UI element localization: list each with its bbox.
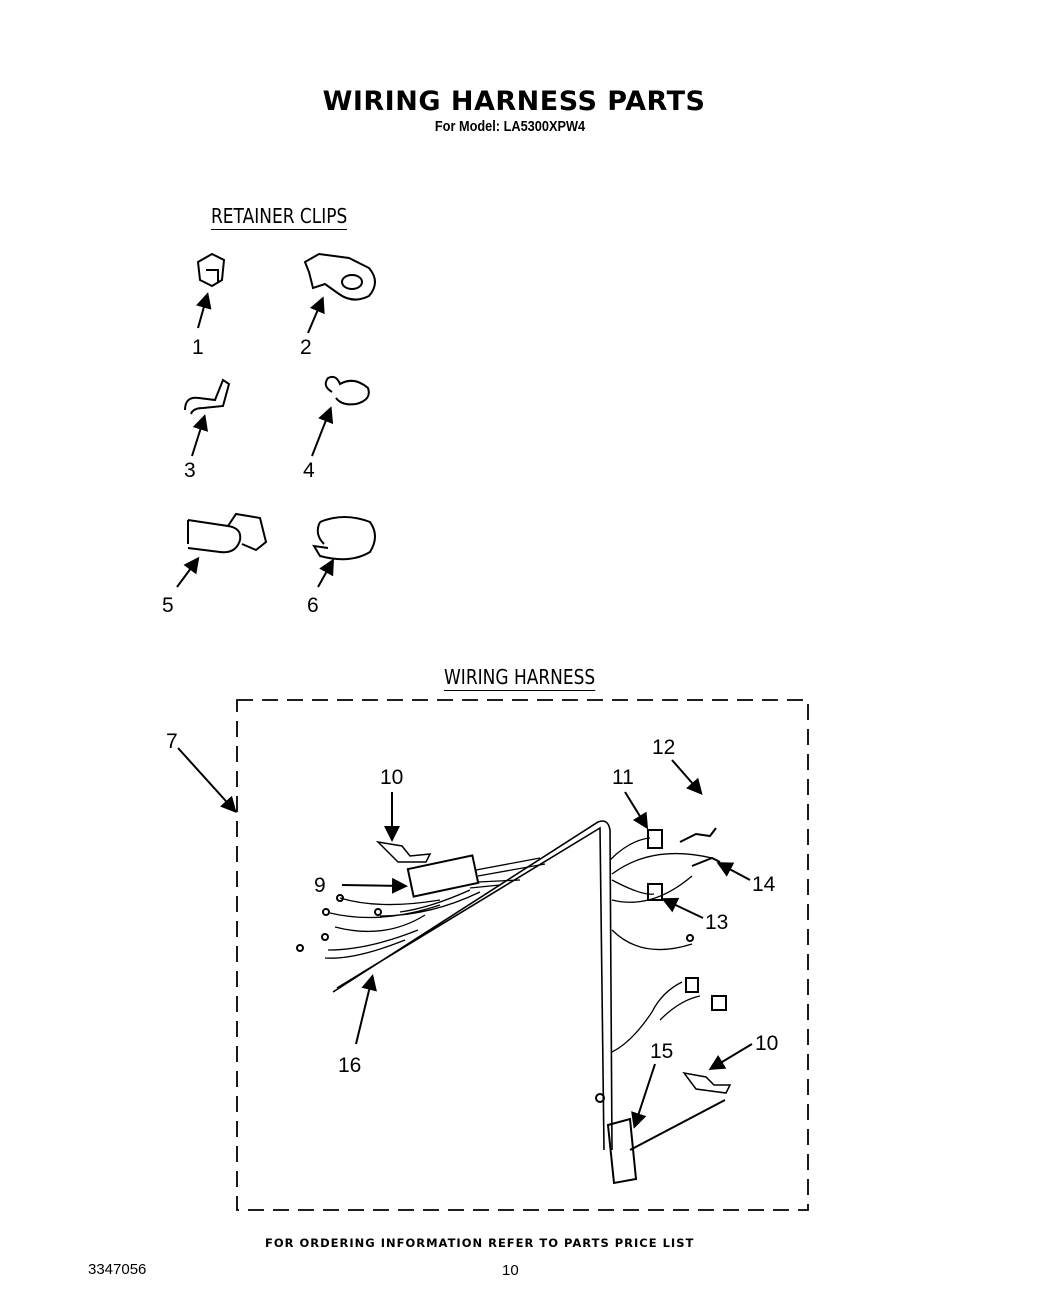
leader-16 (356, 978, 372, 1044)
leader-11 (625, 792, 646, 826)
callout-15: 15 (650, 1040, 674, 1063)
document-number: 3347056 (88, 1261, 147, 1278)
retainer-clip-4-part (326, 377, 369, 405)
callout-4: 4 (303, 459, 315, 482)
leader-13 (665, 900, 703, 918)
callout-2: 2 (300, 336, 312, 359)
callout-9: 9 (314, 874, 326, 897)
page-title: WIRING HARNESS PARTS (322, 86, 706, 117)
leader-6 (318, 562, 332, 587)
harness-boundary-box (237, 700, 808, 1210)
leader-5 (177, 560, 197, 587)
section-wiring-harness: WIRING HARNESS (444, 665, 596, 689)
leader-7 (178, 748, 234, 810)
leader-2 (308, 300, 322, 333)
callout-16: 16 (338, 1054, 362, 1077)
leader-14 (720, 864, 750, 880)
callout-12: 12 (652, 736, 676, 759)
callout-5: 5 (162, 594, 174, 617)
leader-12 (672, 760, 700, 792)
section-retainer-clips: RETAINER CLIPS (211, 204, 348, 228)
leader-10b (712, 1044, 752, 1068)
callout-10a: 10 (380, 766, 404, 789)
callout-7: 7 (166, 730, 178, 753)
leader-1 (198, 296, 207, 328)
retainer-clip-1-part (198, 254, 224, 286)
leader-15 (635, 1064, 655, 1125)
leader-9 (342, 885, 404, 886)
ordering-note: FOR ORDERING INFORMATION REFER TO PARTS PRICE LIST (265, 1236, 695, 1250)
callout-6: 6 (307, 594, 319, 617)
callout-11: 11 (612, 766, 634, 789)
model-subtitle: For Model: LA5300XPW4 (434, 118, 586, 135)
callout-10b: 10 (755, 1032, 779, 1055)
callout-1: 1 (192, 336, 204, 359)
retainer-clip-3-part (185, 380, 229, 414)
retainer-clip-2-part (305, 254, 375, 300)
page-number: 10 (502, 1262, 519, 1279)
wiring-harness-part (297, 821, 730, 1183)
leader-3 (192, 418, 204, 456)
callout-13: 13 (705, 911, 729, 934)
retainer-clip-5-part (188, 514, 266, 552)
retainer-clip-6-part (314, 517, 375, 559)
callout-14: 14 (752, 873, 776, 896)
callout-3: 3 (184, 459, 196, 482)
leader-4 (312, 410, 330, 456)
